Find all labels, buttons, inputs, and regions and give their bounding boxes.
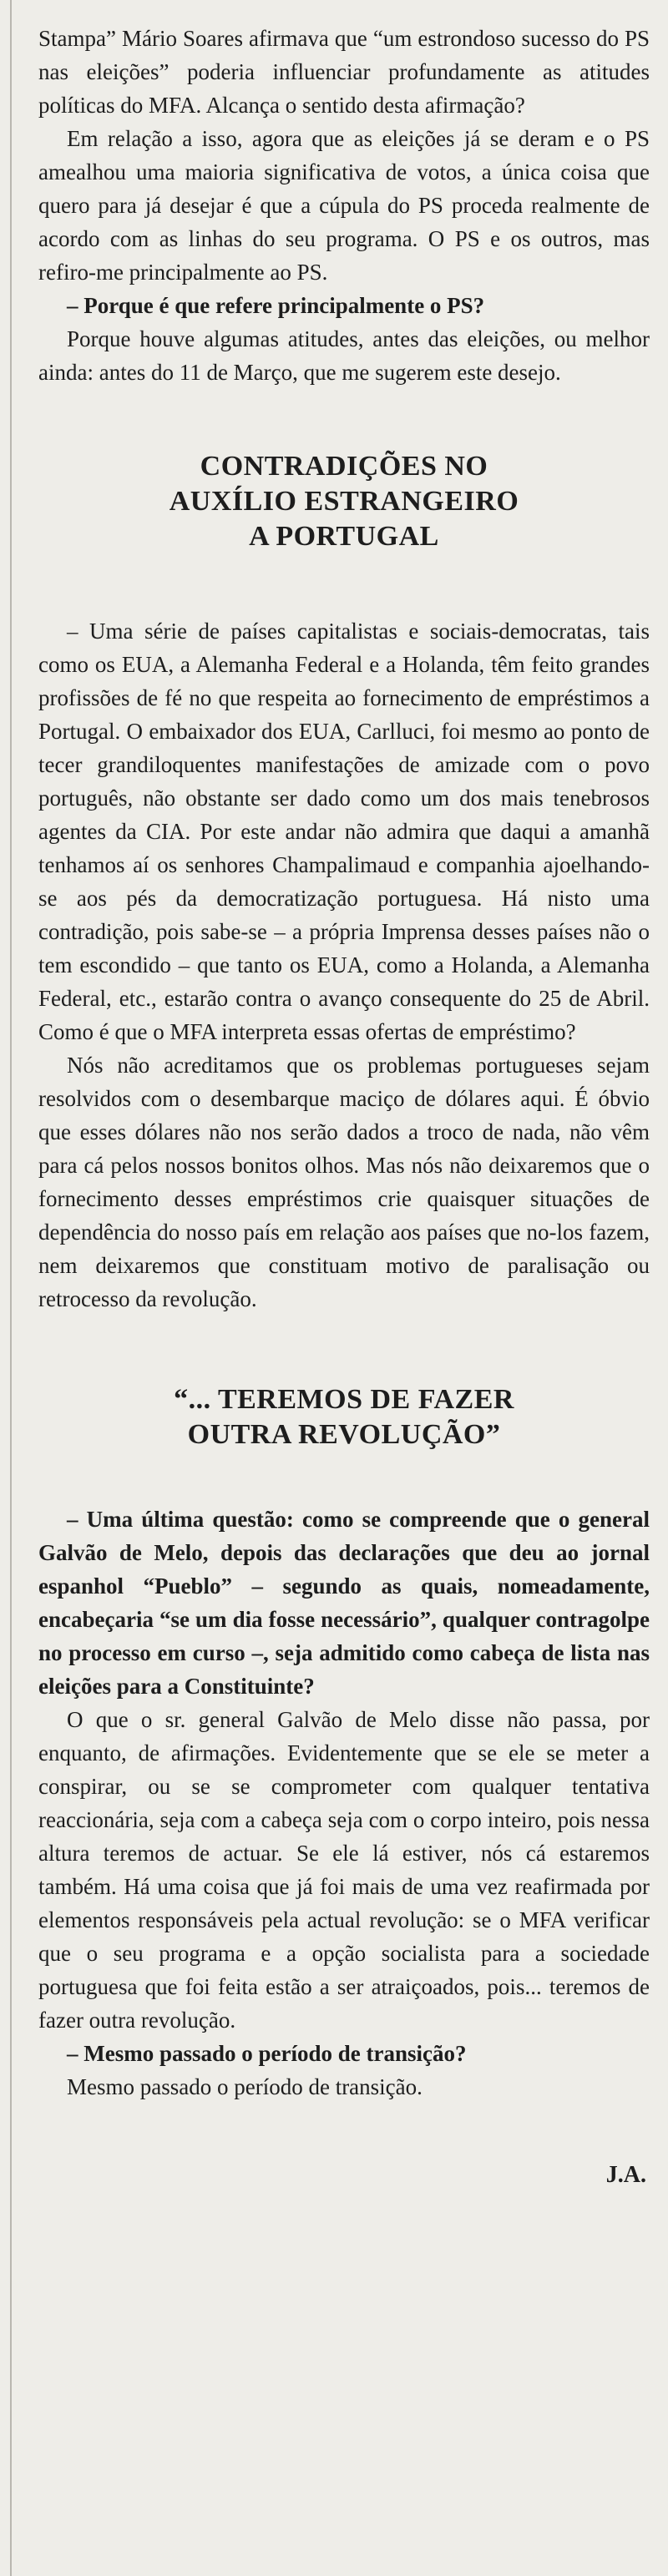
section-heading-contradicoes [38, 449, 650, 554]
heading-line: AUXÍLIO ESTRANGEIRO [169, 486, 519, 517]
interview-question: – Porque é que refere principalmente o PS? [67, 293, 485, 318]
interview-question: – Uma série de países capitalistas e sociais-democratas, tais como os EUA, a Alemanha Federal e a Holanda, têm feito grandes profissões de fé no que respeita ao fornecimento de empréstimos a Portugal. O embaixador dos EUA, Carlluci, foi mesmo ao ponto de tecer grandiloquentes manifestações de amizade com o povo português, não obstante ser dado como um dos mais tenebrosos agentes da CIA. Por este andar não admira que daqui a amanhã tenhamos aí os senhores Champalimaud e companhia ajoelhando-se aos pés da democratização portuguesa. Há nisto uma contradição, pois sabe-se – a própria Imprensa desses países não o tem escondido – que tanto os EUA, como a Holanda, a Alemanha Federal, etc., estarão contra o avanço consequente do 25 de Abril. Como é que o MFA interpreta essas ofertas de empréstimo? [38, 619, 650, 1044]
heading-line: “... TEREMOS DE FAZER [174, 1384, 514, 1415]
intro-paragraph: Porque houve algumas atitudes, antes das eleições, ou melhor ainda: antes do 11 de Março, que me sugerem este desejo. [38, 326, 650, 385]
intro-paragraph: Em relação a isso, agora que as eleições já se deram e o PS amealhou uma maioria significativa de votos, a única coisa que quero para já desejar é que a cúpula do PS proceda realmente de acordo com as linhas do seu programa. O PS e os outros, mas refiro-me principalmente ao PS. [38, 126, 650, 285]
heading-line: CONTRADIÇÕES NO [200, 451, 488, 482]
intro-section [38, 22, 650, 389]
intro-paragraph: Stampa” Mário Soares afirmava que “um estrondoso sucesso do PS nas eleições” poderia influenciar profundamente as atitudes políticas do MFA. Alcança o sentido desta afirmação? [38, 26, 650, 118]
interview-question: – Mesmo passado o período de transição? [67, 2041, 467, 2066]
interview-answer: O que o sr. general Galvão de Melo disse não passa, por enquanto, de afirmações. Evidentemente que se ele se meter a conspirar, ou se se comprometer com qualquer tentativa reaccionária, seja com a cabeça seja com o corpo inteiro, pois nessa altura teremos de actuar. Se ele lá estiver, nós cá estaremos também. Há uma coisa que já foi mais de uma vez reafirmada por elementos responsáveis pela actual revolução: se o MFA verificar que o seu programa e a opção socialista para a sociedade portuguesa que foi feita estão a ser atraiçoados, pois... teremos de fazer outra revolução. [38, 1707, 650, 2033]
section-outra-revolucao [38, 1503, 650, 2104]
heading-line: A PORTUGAL [249, 521, 439, 552]
interview-question: – Uma última questão: como se compreende que o general Galvão de Melo, depois das declarações que deu ao jornal espanhol “Pueblo” – segundo as quais, nomeadamente, encabeçaria “se um dia fosse necessário”, qualquer contragolpe no processo em curso –, seja admitido como cabeça de lista nas eleições para a Constituinte? [38, 1507, 650, 1699]
author-signature: J.A. [605, 2162, 646, 2188]
section-heading-outra-revolucao [38, 1382, 650, 1452]
section-contradicoes [38, 614, 650, 1316]
heading-line: OUTRA REVOLUÇÃO” [187, 1419, 501, 1450]
interview-answer: Nós não acreditamos que os problemas portugueses sejam resolvidos com o desembarque maciço de dólares aqui. É óbvio que esses dólares não nos serão dados a troco de nada, não vêm para cá pelos nossos bonitos olhos. Mas nós não deixaremos que o fornecimento desses empréstimos crie quaisquer situações de dependência do nosso país em relação aos países que no-los fazem, nem deixaremos que constituam motivo de paralisação ou retrocesso da revolução. [38, 1053, 650, 1311]
interview-answer: Mesmo passado o período de transição. [67, 2074, 423, 2099]
